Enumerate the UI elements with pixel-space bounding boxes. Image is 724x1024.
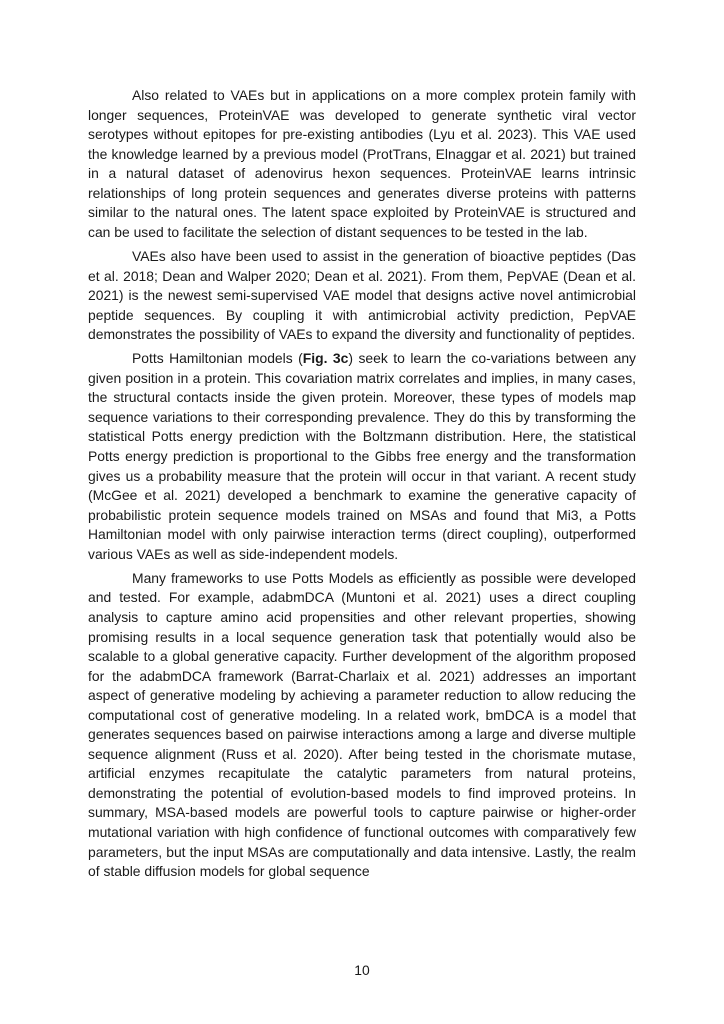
paragraph-pepvae: VAEs also have been used to assist in the generation of bioactive peptides (Das et al. 2018; Dean and Walper 2020; Dean et al. 2021). From them, PepVAE (Dean et al. 2021) is the newest semi-supervised VAE model that designs active novel antimicrobial peptide sequences. By coupling it with antimicrobial activity prediction, PepVAE demonstrates the possibility of VAEs to expand the diversity and functionality of peptides. — [88, 247, 636, 343]
paragraph-potts-hamiltonian — [88, 349, 636, 564]
paragraph-proteinvae: Also related to VAEs but in applications on a more complex protein family with longer sequences, ProteinVAE was developed to generate synthetic viral vector serotypes without epitopes for pre-existing antibodies (Lyu et al. 2023). This VAE used the knowledge learned by a previous model (ProtTrans, Elnaggar et al. 2021) but trained in a natural dataset of adenovirus hexon sequences. ProteinVAE learns intrinsic relationships of long protein sequences and generates diverse proteins with patterns similar to the natural ones. The latent space exploited by ProteinVAE is structured and can be used to facilitate the selection of distant sequences to be tested in the lab. — [88, 87, 636, 240]
page-number: 10 — [354, 962, 370, 978]
paragraph-potts-frameworks: Many frameworks to use Potts Models as efficiently as possible were developed and tested. For example, adabmDCA (Muntoni et al. 2021) uses a direct coupling analysis to capture amino acid propensities and other relevant properties, showing promising results in a local sequence generation task that potentially would also be scalable to a global generative capacity. Further development of the algorithm proposed for the adabmDCA framework (Barrat-Charlaix et al. 2021) addresses an important aspect of generative modeling by achieving a parameter reduction to allow reducing the computational cost of generative modeling. In a related work, bmDCA is a model that generates sequences based on pairwise interactions among a large and diverse multiple sequence alignment (Russ et al. 2020). After being tested in the chorismate mutase, artificial enzymes recapitulate the catalytic parameters from natural proteins, demonstrating the potential of evolution-based models to find improved proteins. In summary, MSA-based models are powerful tools to capture pairwise or higher-order mutational variation with high confidence of functional outcomes with comparatively few parameters, but the input MSAs are computationally and data intensive. Lastly, the realm of stable diffusion models for global sequence — [88, 569, 636, 880]
paragraph-text-start: Potts Hamiltonian models ( — [132, 350, 303, 367]
paragraph-text-end: ) seek to learn the co-variations between any given position in a protein. This covariation matrix correlates and implies, in many cases, the structural contacts inside the given protein. Moreover, these types of models map sequence variations to their corresponding prevalence. They do this by transforming the statistical Potts energy prediction with the Boltzmann distribution. Here, the statistical Potts energy prediction is proportional to the Gibbs free energy and the transformation gives us a probability measure that the protein will occur in that variant. A recent study (McGee et al. 2021) developed a benchmark to examine the generative capacity of probabilistic protein sequence models trained on MSAs and found that Mi3, a Potts Hamiltonian model with only pairwise interaction terms (direct coupling), outperformed various VAEs as well as side-independent models. — [88, 350, 636, 562]
page-body — [88, 86, 636, 886]
figure-reference: Fig. 3c — [302, 350, 349, 367]
